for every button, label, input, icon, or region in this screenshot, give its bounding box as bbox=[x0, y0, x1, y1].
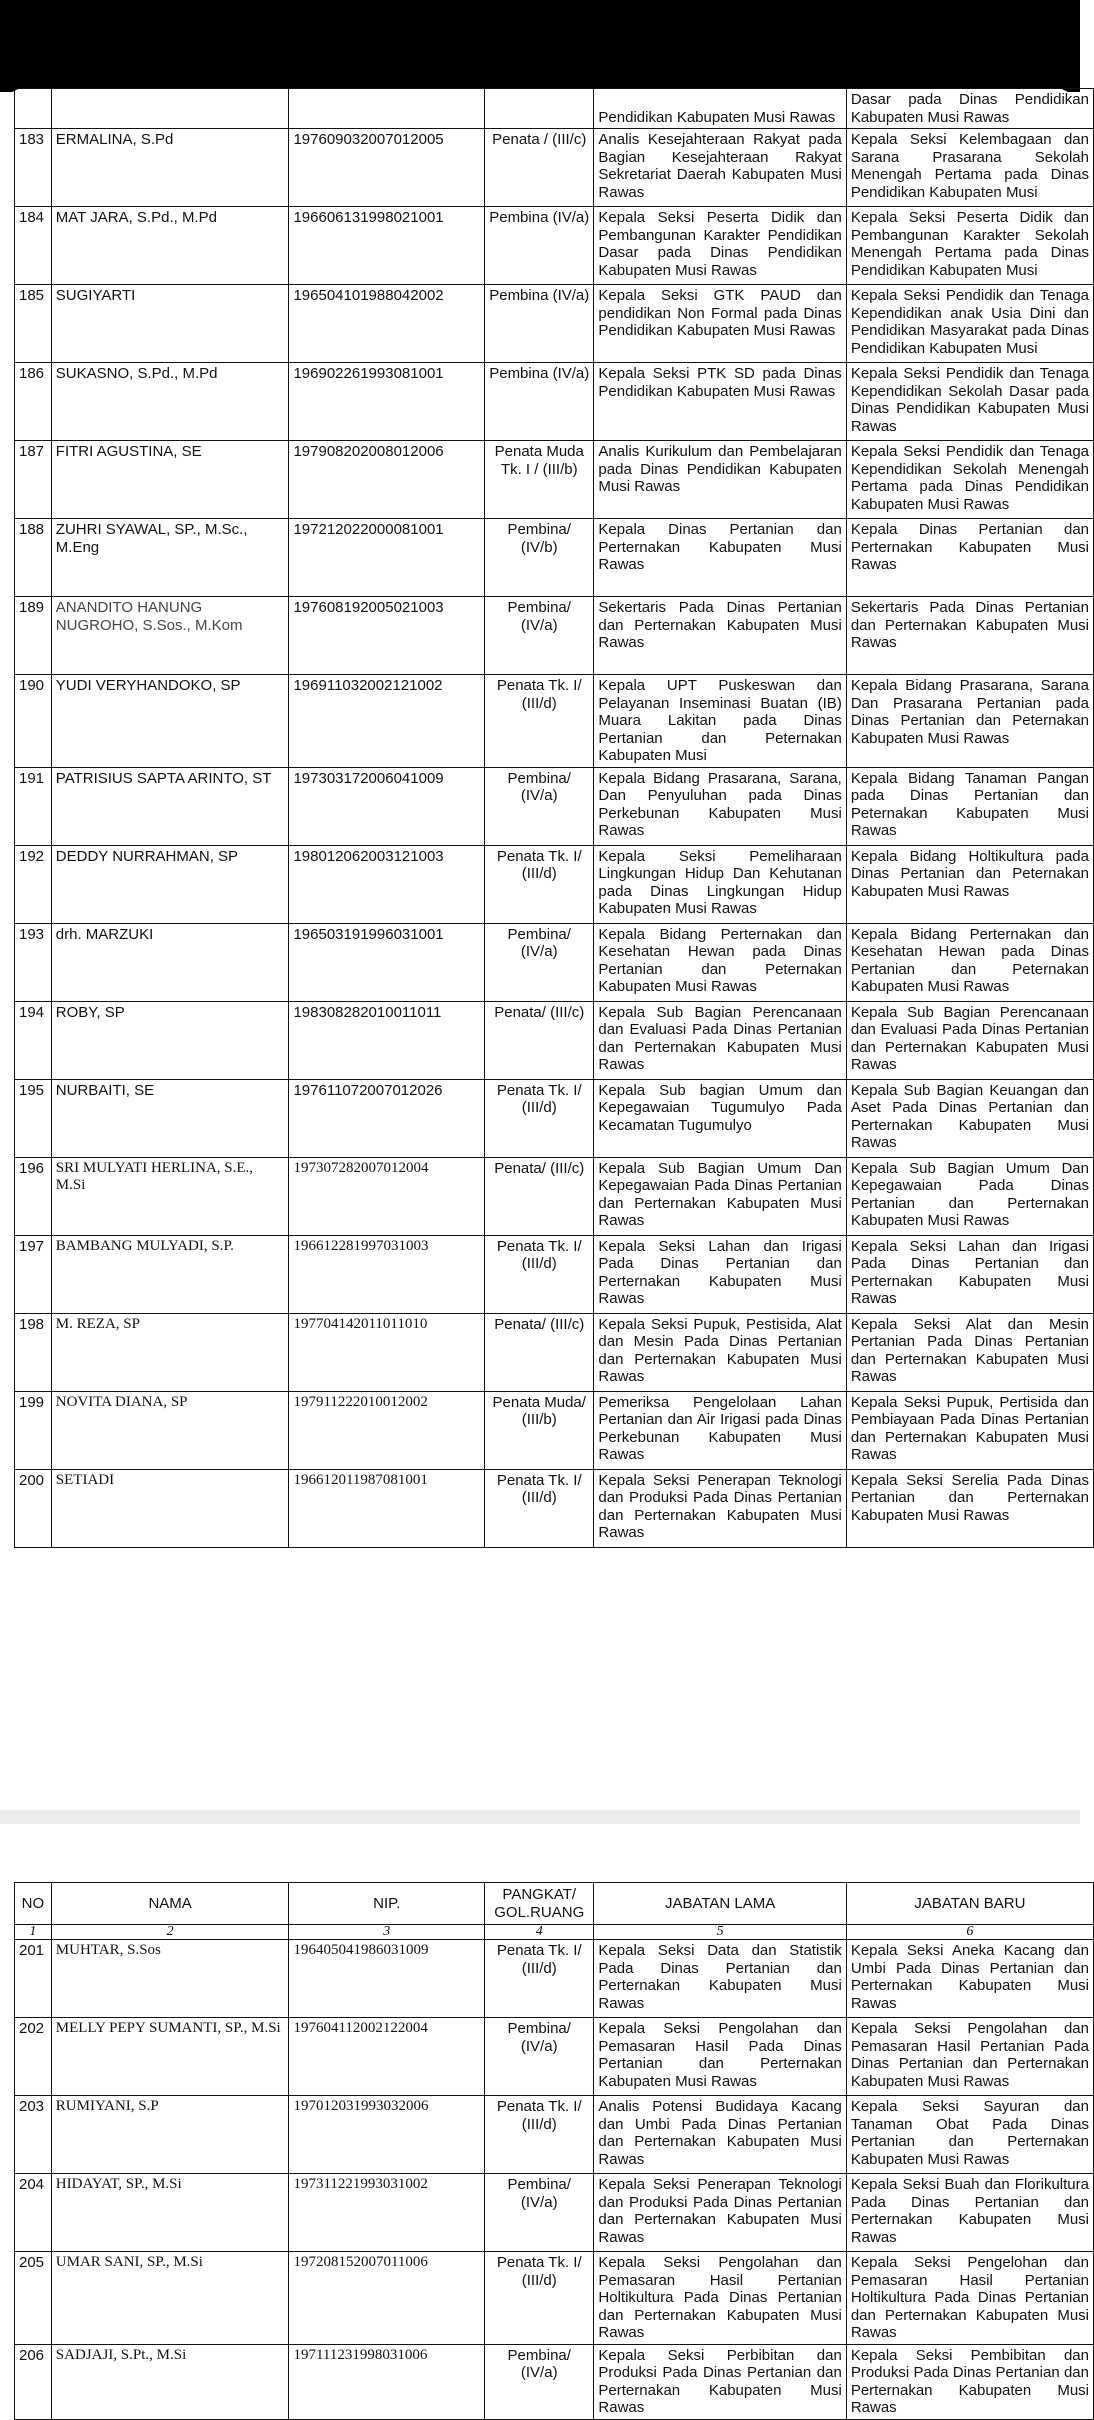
nama-cell: UMAR SANI, SP., M.Si bbox=[51, 2252, 289, 2345]
no-cell: 183 bbox=[15, 129, 52, 207]
jabatan-lama-cell: Kepala Seksi Perbibitan dan Produksi Pada Dinas Pertanian dan Perternakan Kabupaten Musi Rawas bbox=[594, 2344, 846, 2419]
jabatan-lama-cell: Kepala Bidang Prasarana, Sarana, Dan Penyuluhan pada Dinas Perkebunan Kabupaten Musi Rawas bbox=[594, 767, 846, 845]
nama-cell: SRI MULYATI HERLINA, S.E., M.Si bbox=[51, 1157, 289, 1235]
nip-cell: 196405041986031009 bbox=[289, 1940, 485, 2018]
no-cell: 196 bbox=[15, 1157, 52, 1235]
nama-cell: SADJAJI, S.Pt., M.Si bbox=[51, 2344, 289, 2419]
jabatan-baru-cell: Kepala Seksi Alat dan Mesin Pertanian Pada Dinas Pertanian dan Perternakan Kabupaten Musi Rawas bbox=[846, 1313, 1093, 1391]
jabatan-baru-cell: Kepala Seksi Pupuk, Pertisida dan Pembiayaan Pada Dinas Pertanian dan Perternakan Kabupaten Musi Rawas bbox=[846, 1391, 1093, 1469]
nip-cell: 196612281997031003 bbox=[289, 1235, 485, 1313]
nip-cell: 197012031993032006 bbox=[289, 2096, 485, 2174]
jabatan-baru-cell: Kepala Seksi Buah dan Florikultura Pada Dinas Pertanian dan Perternakan Kabupaten Musi Rawas bbox=[846, 2174, 1093, 2252]
nip-cell: 196503191996031001 bbox=[289, 923, 485, 1001]
page-separator bbox=[0, 1810, 1080, 1824]
no-cell: 193 bbox=[15, 923, 52, 1001]
header-jabatan-baru: JABATAN BARU bbox=[846, 1883, 1093, 1925]
no-cell: 197 bbox=[15, 1235, 52, 1313]
no-cell: 206 bbox=[15, 2344, 52, 2419]
column-index: 2 bbox=[51, 1925, 289, 1940]
jabatan-lama-cell: Kepala Sub Bagian Umum Dan Kepegawaian Pada Dinas Pertanian dan Perternakan Kabupaten Musi Rawas bbox=[594, 1157, 846, 1235]
pangkat-cell: Pembina (IV/a) bbox=[485, 363, 594, 441]
pangkat-cell: Penata Tk. I/ (III/d) bbox=[485, 2252, 594, 2345]
pangkat-cell: Penata/ (III/c) bbox=[485, 1001, 594, 1079]
nama-cell: SUGIYARTI bbox=[51, 285, 289, 363]
jabatan-baru-cell: Kepala Seksi Pendidik dan Tenaga Kependidikan anak Usia Dini dan Pendidikan Masyarakat pada Dinas Pendidikan Kabupaten Musi bbox=[846, 285, 1093, 363]
jabatan-baru-cell: Kepala Seksi Peserta Didik dan Pembangunan Karakter Sekolah Menengah Pertama pada Dinas Pendidikan Kabupaten Musi bbox=[846, 207, 1093, 285]
header-nama: NAMA bbox=[51, 1883, 289, 1925]
no-cell: 184 bbox=[15, 207, 52, 285]
header-no: NO bbox=[15, 1883, 52, 1925]
jabatan-lama-cell: Kepala Sub Bagian Perencanaan dan Evaluasi Pada Dinas Pertanian dan Perternakan Kabupaten Musi Rawas bbox=[594, 1001, 846, 1079]
jabatan-lama-cell: Kepala Seksi PTK SD pada Dinas Pendidikan Kabupaten Musi Rawas bbox=[594, 363, 846, 441]
top-status-bar bbox=[0, 0, 1080, 92]
jabatan-lama-cell: Analis Kesejahteraan Rakyat pada Bagian Kesejahteraan Rakyat Sekretariat Daerah Kabupaten Musi Rawas bbox=[594, 129, 846, 207]
table-row bbox=[15, 845, 1094, 923]
table-row bbox=[15, 1079, 1094, 1157]
pangkat-cell: Penata/ (III/c) bbox=[485, 1157, 594, 1235]
column-index: 3 bbox=[289, 1925, 485, 1940]
nip-cell: 197911222010012002 bbox=[289, 1391, 485, 1469]
table-row bbox=[15, 675, 1094, 768]
jabatan-baru-cell: Kepala Dinas Pertanian dan Perternakan Kabupaten Musi Rawas bbox=[846, 519, 1093, 597]
no-cell: 198 bbox=[15, 1313, 52, 1391]
jabatan-lama-cell: Kepala Seksi Data dan Statistik Pada Dinas Pertanian dan Perternakan Kabupaten Musi Rawas bbox=[594, 1940, 846, 2018]
column-index-row bbox=[15, 1925, 1094, 1940]
nama-cell: YUDI VERYHANDOKO, SP bbox=[51, 675, 289, 768]
nama-cell: MAT JARA, S.Pd., M.Pd bbox=[51, 207, 289, 285]
nama-cell: MELLY PEPY SUMANTI, SP., M.Si bbox=[51, 2018, 289, 2096]
jabatan-baru-cell: Kepala Bidang Prasarana, Sarana Dan Prasarana Pertanian pada Dinas Pertanian dan Peternakan Kabupaten Musi Rawas bbox=[846, 675, 1093, 768]
column-index: 1 bbox=[15, 1925, 52, 1940]
no-cell: 199 bbox=[15, 1391, 52, 1469]
jabatan-lama-cell: Sekertaris Pada Dinas Pertanian dan Perternakan Kabupaten Musi Rawas bbox=[594, 597, 846, 675]
nip-cell: 197704142011011010 bbox=[289, 1313, 485, 1391]
jabatan-lama-cell: Analis Potensi Budidaya Kacang dan Umbi Pada Dinas Pertanian dan Perternakan Kabupaten Musi Rawas bbox=[594, 2096, 846, 2174]
nama-cell: MUHTAR, S.Sos bbox=[51, 1940, 289, 2018]
table-row bbox=[15, 519, 1094, 597]
jabatan-baru-cell: Kepala Seksi Sayuran dan Tanaman Obat Pada Dinas Pertanian dan Perternakan Kabupaten Musi Rawas bbox=[846, 2096, 1093, 2174]
nama-cell: NURBAITI, SE bbox=[51, 1079, 289, 1157]
table-row bbox=[15, 207, 1094, 285]
jabatan-lama-cell: Kepala Bidang Perternakan dan Kesehatan Hewan pada Dinas Pertanian dan Peternakan Kabupaten Musi Rawas bbox=[594, 923, 846, 1001]
document-page-1 bbox=[0, 88, 1089, 1568]
column-index: 4 bbox=[485, 1925, 594, 1940]
pangkat-cell bbox=[485, 89, 594, 129]
pangkat-cell: Penata Tk. I/ (III/d) bbox=[485, 1469, 594, 1547]
jabatan-baru-cell: Sekertaris Pada Dinas Pertanian dan Perternakan Kabupaten Musi Rawas bbox=[846, 597, 1093, 675]
jabatan-lama-cell: Kepala Seksi Penerapan Teknologi dan Produksi Pada Dinas Pertanian dan Perternakan Kabupaten Musi Rawas bbox=[594, 1469, 846, 1547]
nama-cell: ZUHRI SYAWAL, SP., M.Sc., M.Eng bbox=[51, 519, 289, 597]
nip-cell: 197609032007012005 bbox=[289, 129, 485, 207]
jabatan-baru-cell: Kepala Seksi Pendidik dan Tenaga Kependidikan Sekolah Dasar pada Dinas Pendidikan Kabupaten Musi Rawas bbox=[846, 363, 1093, 441]
nip-cell: 197908202008012006 bbox=[289, 441, 485, 519]
pangkat-cell: Pembina/ (IV/a) bbox=[485, 2018, 594, 2096]
nama-cell: HIDAYAT, SP., M.Si bbox=[51, 2174, 289, 2252]
no-cell: 192 bbox=[15, 845, 52, 923]
jabatan-baru-cell: Kepala Seksi Aneka Kacang dan Umbi Pada Dinas Pertanian dan Perternakan Kabupaten Musi Rawas bbox=[846, 1940, 1093, 2018]
no-cell: 194 bbox=[15, 1001, 52, 1079]
table-header-row bbox=[15, 1883, 1094, 1925]
nip-cell: 197608192005021003 bbox=[289, 597, 485, 675]
nama-cell bbox=[51, 89, 289, 129]
nama-cell: BAMBANG MULYADI, S.P. bbox=[51, 1235, 289, 1313]
no-cell: 200 bbox=[15, 1469, 52, 1547]
table-row bbox=[15, 2252, 1094, 2345]
table-row bbox=[15, 89, 1094, 129]
jabatan-lama-cell: Kepala Dinas Pertanian dan Perternakan Kabupaten Musi Rawas bbox=[594, 519, 846, 597]
nama-cell: drh. MARZUKI bbox=[51, 923, 289, 1001]
nama-cell: PATRISIUS SAPTA ARINTO, ST bbox=[51, 767, 289, 845]
jabatan-baru-cell: Kepala Seksi Kelembagaan dan Sarana Prasarana Sekolah Menengah Pertama pada Dinas Pendidikan Kabupaten Musi bbox=[846, 129, 1093, 207]
pangkat-cell: Penata Tk. I/ (III/d) bbox=[485, 1079, 594, 1157]
column-index: 5 bbox=[594, 1925, 846, 1940]
pangkat-cell: Pembina/ (IV/a) bbox=[485, 2344, 594, 2419]
jabatan-baru-cell: Kepala Seksi Pembibitan dan Produksi Pada Dinas Pertanian dan Perternakan Kabupaten Musi Rawas bbox=[846, 2344, 1093, 2419]
no-cell: 187 bbox=[15, 441, 52, 519]
nip-cell: 197311221993031002 bbox=[289, 2174, 485, 2252]
no-cell: 190 bbox=[15, 675, 52, 768]
nip-cell: 197111231998031006 bbox=[289, 2344, 485, 2419]
table-row bbox=[15, 2344, 1094, 2419]
jabatan-lama-cell: Kepala Seksi Penerapan Teknologi dan Produksi Pada Dinas Pertanian dan Perternakan Kabupaten Musi Rawas bbox=[594, 2174, 846, 2252]
jabatan-baru-cell: Dasar pada Dinas Pendidikan Kabupaten Musi Rawas bbox=[846, 89, 1093, 129]
jabatan-lama-cell: Kepala Seksi Peserta Didik dan Pembangunan Karakter Pendidikan Dasar pada Dinas Pendidikan Kabupaten Musi Rawas bbox=[594, 207, 846, 285]
pangkat-cell: Pembina/ (IV/b) bbox=[485, 519, 594, 597]
jabatan-baru-cell: Kepala Seksi Lahan dan Irigasi Pada Dinas Pertanian dan Perternakan Kabupaten Musi Rawas bbox=[846, 1235, 1093, 1313]
header-jabatan-lama: JABATAN LAMA bbox=[594, 1883, 846, 1925]
pangkat-cell: Penata Tk. I/ (III/d) bbox=[485, 2096, 594, 2174]
pangkat-cell: Penata Tk. I/ (III/d) bbox=[485, 1940, 594, 2018]
jabatan-baru-cell: Kepala Seksi Pendidik dan Tenaga Kependidikan Sekolah Menengah Pertama pada Dinas Pendidikan Kabupaten Musi Rawas bbox=[846, 441, 1093, 519]
employee-table-page-2 bbox=[14, 1882, 1094, 2420]
nip-cell: 197307282007012004 bbox=[289, 1157, 485, 1235]
header-nip: NIP. bbox=[289, 1883, 485, 1925]
pangkat-cell: Penata Tk. I/ (III/d) bbox=[485, 845, 594, 923]
table-row bbox=[15, 1940, 1094, 2018]
jabatan-lama-cell: Kepala Seksi Lahan dan Irigasi Pada Dinas Pertanian dan Perternakan Kabupaten Musi Rawas bbox=[594, 1235, 846, 1313]
nip-cell: 197604112002122004 bbox=[289, 2018, 485, 2096]
document-page-2 bbox=[0, 1824, 1089, 2416]
no-cell: 202 bbox=[15, 2018, 52, 2096]
table-row bbox=[15, 441, 1094, 519]
pangkat-cell: Pembina/ (IV/a) bbox=[485, 2174, 594, 2252]
table-row bbox=[15, 597, 1094, 675]
table-row bbox=[15, 1235, 1094, 1313]
no-cell: 188 bbox=[15, 519, 52, 597]
jabatan-lama-cell: Analis Kurikulum dan Pembelajaran pada Dinas Pendidikan Kabupaten Musi Rawas bbox=[594, 441, 846, 519]
employee-table-page-1 bbox=[14, 88, 1094, 1548]
nama-cell: RUMIYANI, S.P bbox=[51, 2096, 289, 2174]
table-row bbox=[15, 1001, 1094, 1079]
table-row bbox=[15, 2018, 1094, 2096]
nip-cell: 196504101988042002 bbox=[289, 285, 485, 363]
jabatan-baru-cell: Kepala Bidang Perternakan dan Kesehatan Hewan pada Dinas Pertanian dan Peternakan Kabupaten Musi Rawas bbox=[846, 923, 1093, 1001]
nip-cell: 198308282010011011 bbox=[289, 1001, 485, 1079]
nama-cell: SUKASNO, S.Pd., M.Pd bbox=[51, 363, 289, 441]
nama-cell: DEDDY NURRAHMAN, SP bbox=[51, 845, 289, 923]
pangkat-cell: Pembina/ (IV/a) bbox=[485, 597, 594, 675]
table-row bbox=[15, 2096, 1094, 2174]
jabatan-lama-cell: Kepala UPT Puskeswan dan Pelayanan Inseminasi Buatan (IB) Muara Lakitan pada Dinas Pertanian dan Peternakan Kabupaten Musi bbox=[594, 675, 846, 768]
table-row bbox=[15, 1469, 1094, 1547]
pangkat-cell: Penata Muda/ (III/b) bbox=[485, 1391, 594, 1469]
nip-cell: 197303172006041009 bbox=[289, 767, 485, 845]
no-cell: 205 bbox=[15, 2252, 52, 2345]
pangkat-cell: Penata/ (III/c) bbox=[485, 1313, 594, 1391]
jabatan-lama-cell: Kepala Seksi Pemeliharaan Lingkungan Hidup Dan Kehutanan pada Dinas Lingkungan Hidup Kabupaten Musi Rawas bbox=[594, 845, 846, 923]
nip-cell: 197208152007011006 bbox=[289, 2252, 485, 2345]
nip-cell: 196911032002121002 bbox=[289, 675, 485, 768]
table-row bbox=[15, 1313, 1094, 1391]
table-row bbox=[15, 2174, 1094, 2252]
pangkat-cell: Penata Muda Tk. I / (III/b) bbox=[485, 441, 594, 519]
no-cell: 195 bbox=[15, 1079, 52, 1157]
no-cell: 204 bbox=[15, 2174, 52, 2252]
table-row bbox=[15, 1391, 1094, 1469]
nama-cell: ANANDITO HANUNG NUGROHO, S.Sos., M.Kom bbox=[51, 597, 289, 675]
no-cell: 203 bbox=[15, 2096, 52, 2174]
table-row bbox=[15, 923, 1094, 1001]
nip-cell: 197611072007012026 bbox=[289, 1079, 485, 1157]
jabatan-lama-cell: Kepala Seksi Pengolahan dan Pemasaran Hasil Pertanian Holtikultura Pada Dinas Pertanian dan Perternakan Kabupaten Musi Rawas bbox=[594, 2252, 846, 2345]
table-row bbox=[15, 129, 1094, 207]
pangkat-cell: Pembina (IV/a) bbox=[485, 285, 594, 363]
nip-cell: 196606131998021001 bbox=[289, 207, 485, 285]
jabatan-lama-cell: Pendidikan Kabupaten Musi Rawas bbox=[594, 89, 846, 129]
jabatan-baru-cell: Kepala Sub Bagian Perencanaan dan Evaluasi Pada Dinas Pertanian dan Perternakan Kabupaten Musi Rawas bbox=[846, 1001, 1093, 1079]
jabatan-baru-cell: Kepala Bidang Holtikultura pada Dinas Pertanian dan Peternakan Kabupaten Musi Rawas bbox=[846, 845, 1093, 923]
nip-cell: 197212022000081001 bbox=[289, 519, 485, 597]
nip-cell: 196902261993081001 bbox=[289, 363, 485, 441]
jabatan-baru-cell: Kepala Seksi Pengolahan dan Pemasaran Hasil Pertanian Pada Dinas Pertanian dan Perternakan Kabupaten Musi Rawas bbox=[846, 2018, 1093, 2096]
no-cell: 186 bbox=[15, 363, 52, 441]
nip-cell bbox=[289, 89, 485, 129]
jabatan-lama-cell: Kepala Seksi Pengolahan dan Pemasaran Hasil Pada Dinas Pertanian dan Perternakan Kabupaten Musi Rawas bbox=[594, 2018, 846, 2096]
nama-cell: SETIADI bbox=[51, 1469, 289, 1547]
jabatan-baru-cell: Kepala Sub Bagian Keuangan dan Aset Pada Dinas Pertanian dan Perternakan Kabupaten Musi Rawas bbox=[846, 1079, 1093, 1157]
nama-cell: ROBY, SP bbox=[51, 1001, 289, 1079]
table-row bbox=[15, 767, 1094, 845]
jabatan-baru-cell: Kepala Seksi Pengelohan dan Pemasaran Hasil Pertanian Holtikultura Pada Dinas Pertanian dan Perternakan Kabupaten Musi Rawas bbox=[846, 2252, 1093, 2345]
jabatan-lama-cell: Kepala Sub bagian Umum dan Kepegawaian Tugumulyo Pada Kecamatan Tugumulyo bbox=[594, 1079, 846, 1157]
nama-cell: ERMALINA, S.Pd bbox=[51, 129, 289, 207]
jabatan-baru-cell: Kepala Sub Bagian Umum Dan Kepegawaian Pada Dinas Pertanian dan Perternakan Kabupaten Musi Rawas bbox=[846, 1157, 1093, 1235]
nip-cell: 198012062003121003 bbox=[289, 845, 485, 923]
no-cell: 201 bbox=[15, 1940, 52, 2018]
no-cell: 191 bbox=[15, 767, 52, 845]
no-cell bbox=[15, 89, 52, 129]
jabatan-lama-cell: Kepala Seksi Pupuk, Pestisida, Alat dan Mesin Pada Dinas Pertanian dan Perternakan Kabupaten Musi Rawas bbox=[594, 1313, 846, 1391]
pangkat-cell: Pembina/ (IV/a) bbox=[485, 767, 594, 845]
no-cell: 189 bbox=[15, 597, 52, 675]
jabatan-lama-cell: Pemeriksa Pengelolaan Lahan Pertanian dan Air Irigasi pada Dinas Perkebunan Kabupaten Musi Rawas bbox=[594, 1391, 846, 1469]
nama-cell: FITRI AGUSTINA, SE bbox=[51, 441, 289, 519]
jabatan-lama-cell: Kepala Seksi GTK PAUD dan pendidikan Non Formal pada Dinas Pendidikan Kabupaten Musi Rawas bbox=[594, 285, 846, 363]
table-row bbox=[15, 363, 1094, 441]
pangkat-cell: Pembina (IV/a) bbox=[485, 207, 594, 285]
nip-cell: 196612011987081001 bbox=[289, 1469, 485, 1547]
pangkat-cell: Pembina/ (IV/a) bbox=[485, 923, 594, 1001]
no-cell: 185 bbox=[15, 285, 52, 363]
header-pangkat: PANGKAT/ GOL.RUANG bbox=[485, 1883, 594, 1925]
nama-cell: M. REZA, SP bbox=[51, 1313, 289, 1391]
pangkat-cell: Penata Tk. I/ (III/d) bbox=[485, 1235, 594, 1313]
jabatan-baru-cell: Kepala Bidang Tanaman Pangan pada Dinas Pertanian dan Peternakan Kabupaten Musi Rawas bbox=[846, 767, 1093, 845]
table-row bbox=[15, 285, 1094, 363]
pangkat-cell: Penata / (III/c) bbox=[485, 129, 594, 207]
table-row bbox=[15, 1157, 1094, 1235]
jabatan-baru-cell: Kepala Seksi Serelia Pada Dinas Pertanian dan Perternakan Kabupaten Musi Rawas bbox=[846, 1469, 1093, 1547]
nama-cell: NOVITA DIANA, SP bbox=[51, 1391, 289, 1469]
column-index: 6 bbox=[846, 1925, 1093, 1940]
pangkat-cell: Penata Tk. I/ (III/d) bbox=[485, 675, 594, 768]
